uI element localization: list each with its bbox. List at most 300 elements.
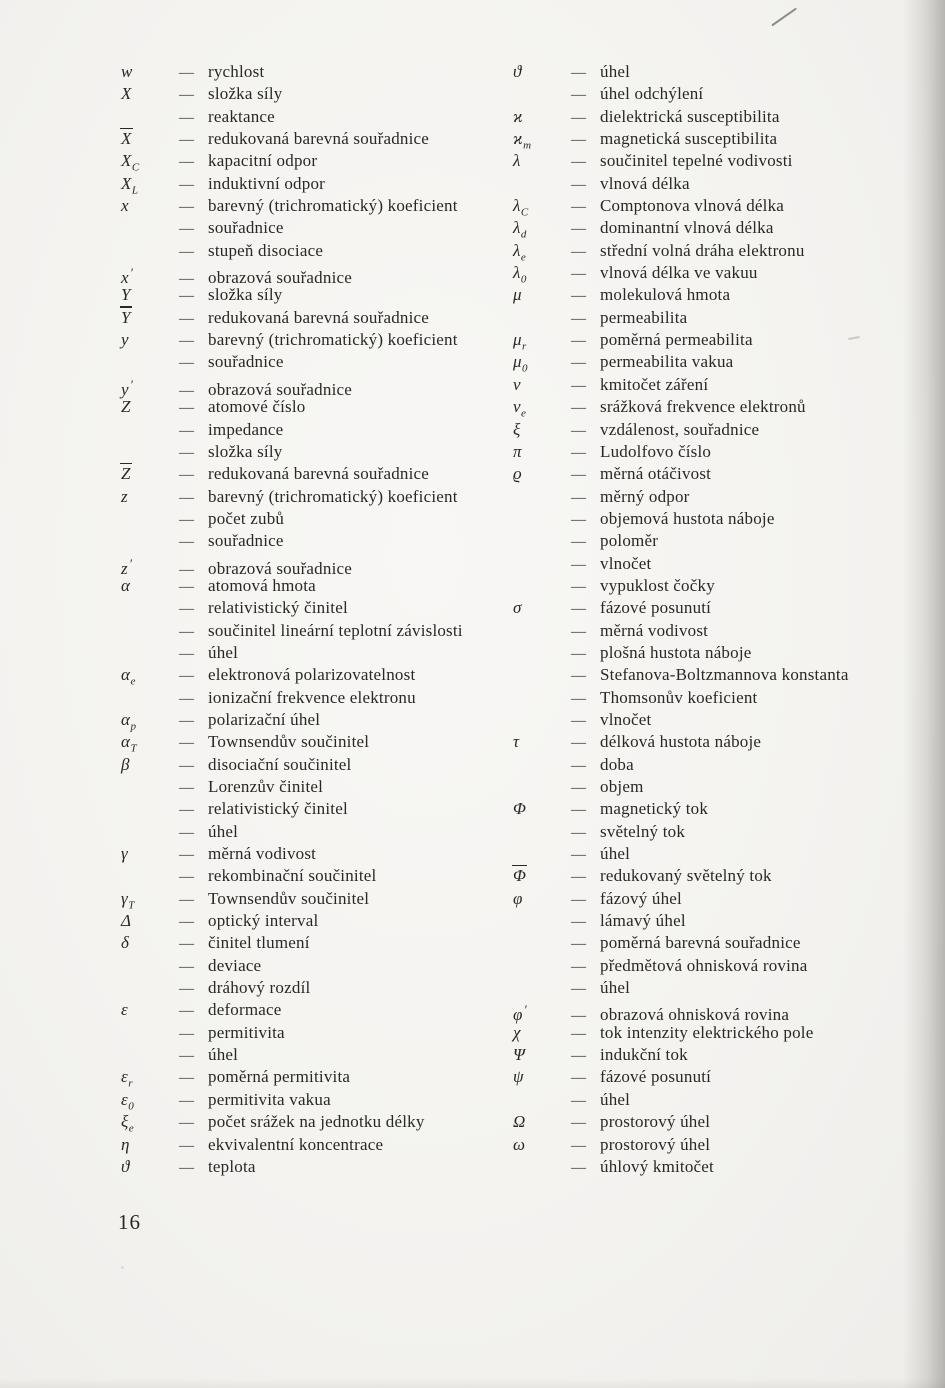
dash-separator: —: [571, 578, 586, 595]
symbol: α: [121, 575, 131, 595]
definition-text: úhel: [208, 642, 239, 662]
dash-separator: —: [571, 511, 586, 528]
dash-separator: —: [571, 266, 586, 283]
glossary-row: [513, 284, 928, 306]
definition-text: objemová hustota náboje: [600, 508, 775, 528]
glossary-row: [121, 776, 506, 798]
dash-separator: —: [179, 467, 194, 484]
glossary-row: [121, 731, 506, 753]
definition-text: poměrná permitivita: [208, 1067, 351, 1087]
definition-text: magnetická susceptibilita: [600, 129, 778, 149]
glossary-row: [121, 351, 506, 373]
dash-separator: —: [571, 869, 586, 886]
dash-separator: —: [571, 936, 586, 953]
definition-text: souřadnice: [208, 218, 284, 238]
symbol: Z: [121, 464, 131, 484]
glossary-row: [513, 843, 928, 865]
definition-text: objem: [600, 777, 644, 796]
glossary-row: [121, 329, 506, 351]
dash-separator: —: [179, 1048, 194, 1065]
symbol: $X_L$: [121, 173, 139, 197]
dash-separator: —: [571, 958, 586, 975]
glossary-row: [121, 1111, 506, 1133]
definition-text: deformace: [208, 1000, 282, 1020]
dash-separator: —: [179, 561, 194, 578]
dash-separator: —: [179, 444, 194, 461]
definition-text: redukovaná barevná souřadnice: [208, 464, 430, 484]
glossary-row: [513, 821, 928, 843]
glossary-row: [513, 575, 928, 597]
dash-separator: —: [179, 847, 194, 864]
glossary-row: [121, 910, 506, 932]
glossary-row: [513, 195, 928, 217]
glossary-row: [121, 597, 506, 619]
glossary-row: [513, 776, 928, 798]
definition-text: rychlost: [208, 62, 265, 81]
definition-text: součinitel lineární teplotní závislosti: [208, 620, 463, 640]
dash-separator: —: [571, 1159, 586, 1176]
dash-separator: —: [571, 400, 586, 417]
definition-text: souřadnice: [208, 531, 284, 551]
definition-text: úhel: [208, 821, 239, 841]
dash-separator: —: [179, 712, 194, 729]
glossary-row: [121, 955, 506, 977]
glossary-row: [513, 731, 928, 753]
symbol: λ: [513, 151, 521, 171]
definition-text: poměrná permeabilita: [600, 330, 753, 350]
dash-separator: —: [179, 288, 194, 305]
scan-speck: [121, 1266, 124, 1269]
glossary-row: [121, 1089, 506, 1111]
definition-text: úhel: [600, 844, 631, 864]
glossary-row: [513, 932, 928, 954]
glossary-row: [121, 843, 506, 865]
glossary-row: [513, 262, 928, 284]
definition-text: počet srážek na jednotku délky: [208, 1112, 425, 1132]
definition-text: redukovaná barevná souřadnice: [208, 307, 430, 327]
dash-separator: —: [179, 645, 194, 662]
glossary-row: [121, 642, 506, 664]
definition-text: činitel tlumení: [208, 933, 310, 953]
definition-text: permitivita: [208, 1022, 285, 1042]
dash-separator: —: [571, 333, 586, 350]
dash-separator: —: [571, 802, 586, 819]
definition-text: obrazová souřadnice: [208, 558, 352, 578]
dash-separator: —: [571, 735, 586, 752]
definition-text: lámavý úhel: [600, 911, 686, 931]
definition-text: vlnová délka ve vakuu: [600, 263, 758, 283]
definition-text: součinitel tepelné vodivosti: [600, 151, 793, 171]
dash-separator: —: [571, 355, 586, 372]
symbol: $\alpha_p$: [121, 709, 136, 733]
definition-text: barevný (trichromatický) koeficient: [208, 486, 458, 506]
pen-slash-mark: [771, 8, 797, 27]
definition-text: vypuklost čočky: [600, 575, 715, 595]
symbol: η: [121, 1134, 130, 1154]
glossary-row: [121, 486, 506, 508]
symbol: Φ: [513, 799, 527, 819]
definition-text: délková hustota náboje: [600, 732, 762, 752]
definition-text: úhel: [600, 62, 631, 81]
dash-separator: —: [179, 489, 194, 506]
dash-separator: —: [571, 65, 586, 81]
definition-text: relativistický činitel: [208, 598, 348, 618]
glossary-row: [513, 351, 928, 373]
glossary-row: [121, 396, 506, 418]
dash-separator: —: [179, 1137, 194, 1154]
dash-separator: —: [179, 668, 194, 685]
definition-text: permeabilita: [600, 307, 688, 327]
definition-text: disociační součinitel: [208, 754, 352, 774]
glossary-row: [121, 575, 506, 597]
symbol: Y: [121, 307, 131, 327]
glossary-row: [121, 798, 506, 820]
glossary-row: [121, 83, 506, 105]
dash-separator: —: [571, 1025, 586, 1042]
glossary-row: [513, 999, 928, 1025]
dash-separator: —: [571, 310, 586, 327]
dash-separator: —: [179, 400, 194, 417]
dash-separator: —: [179, 757, 194, 774]
symbol: w: [121, 62, 133, 81]
dash-separator: —: [571, 132, 586, 149]
dash-separator: —: [179, 690, 194, 707]
symbol: ψ: [513, 1067, 525, 1087]
definition-text: vlnočet: [600, 709, 652, 729]
glossary-row: [513, 106, 928, 128]
glossary-row: [121, 1156, 506, 1178]
definition-text: atomové číslo: [208, 397, 306, 417]
definition-text: souřadnice: [208, 352, 284, 372]
definition-text: úhlový kmitočet: [600, 1156, 714, 1176]
definition-text: induktivní odpor: [208, 173, 326, 193]
dash-separator: —: [571, 847, 586, 864]
glossary-row: [513, 955, 928, 977]
definition-text: redukovaná barevná souřadnice: [208, 129, 430, 149]
glossary-row: [513, 307, 928, 329]
definition-text: složka síly: [208, 285, 283, 305]
glossary-row: [513, 486, 928, 508]
definition-text: fázové posunutí: [600, 1067, 712, 1087]
dash-separator: —: [179, 271, 194, 288]
symbol: y′: [121, 376, 134, 399]
glossary-row: [513, 374, 928, 396]
dash-separator: —: [179, 534, 194, 551]
glossary-row: [513, 1134, 928, 1156]
definition-text: relativistický činitel: [208, 799, 348, 819]
symbol: $\lambda_d$: [513, 218, 527, 241]
symbol: Δ: [121, 911, 132, 931]
symbol: χ: [513, 1022, 521, 1042]
glossary-row: [121, 61, 506, 83]
definition-text: kmitočet záření: [600, 374, 709, 394]
dash-separator: —: [571, 154, 586, 171]
glossary-row: [121, 284, 506, 306]
glossary-row: [121, 754, 506, 776]
dash-separator: —: [571, 467, 586, 484]
dash-separator: —: [571, 377, 586, 394]
glossary-row: [513, 664, 928, 686]
glossary-row: [513, 530, 928, 552]
glossary-row: [513, 1044, 928, 1066]
dash-separator: —: [179, 1092, 194, 1109]
symbol: $\alpha_T$: [121, 732, 137, 755]
symbol: y: [121, 330, 130, 350]
definition-text: doba: [600, 754, 634, 774]
dash-separator: —: [571, 1115, 586, 1132]
symbol: σ: [513, 598, 522, 618]
glossary-row: [121, 419, 506, 441]
dash-separator: —: [179, 511, 194, 528]
glossary-row: [513, 687, 928, 709]
definition-text: redukovaný světelný tok: [600, 866, 772, 886]
glossary-row: [513, 553, 928, 575]
glossary-row: [121, 106, 506, 128]
dash-separator: —: [179, 422, 194, 439]
definition-text: vlnová délka: [600, 173, 690, 193]
dash-separator: —: [571, 780, 586, 796]
definition-text: světelný tok: [600, 821, 686, 841]
glossary-row: [513, 754, 928, 776]
dash-separator: —: [179, 1003, 194, 1020]
symbol: $\nu_e$: [513, 397, 526, 420]
glossary-row: [121, 530, 506, 552]
dash-separator: —: [179, 199, 194, 216]
symbol: ω: [513, 1134, 526, 1154]
glossary-row: [121, 999, 506, 1021]
symbol: Z: [121, 397, 131, 417]
glossary-row: [121, 195, 506, 217]
dash-separator: —: [571, 668, 586, 685]
glossary-row: [121, 977, 506, 999]
definition-text: prostorový úhel: [600, 1134, 711, 1154]
glossary-row: [121, 307, 506, 329]
definition-text: Lorenzův činitel: [208, 777, 324, 796]
symbol: ν: [513, 374, 522, 394]
dash-separator: —: [571, 824, 586, 841]
glossary-row: [513, 419, 928, 441]
glossary-row: [121, 150, 506, 172]
dash-separator: —: [179, 109, 194, 126]
glossary-row: [513, 865, 928, 887]
dash-separator: —: [179, 221, 194, 238]
symbol: τ: [513, 732, 520, 752]
symbol: $\lambda_0$: [513, 263, 527, 286]
symbol: $ϰ_m$: [513, 129, 532, 152]
glossary-row: [513, 396, 928, 418]
dash-separator: —: [179, 578, 194, 595]
glossary-row: [513, 463, 928, 485]
symbol: $\alpha_e$: [121, 665, 136, 688]
glossary-row: [121, 128, 506, 150]
definition-text: elektronová polarizovatelnost: [208, 665, 416, 685]
definition-text: úhel: [600, 1089, 631, 1109]
glossary-row: [121, 932, 506, 954]
glossary-row: [513, 620, 928, 642]
definition-text: prostorový úhel: [600, 1112, 711, 1132]
definition-text: polarizační úhel: [208, 709, 321, 729]
definition-text: impedance: [208, 419, 284, 439]
symbol: ϰ: [513, 106, 524, 126]
definition-text: úhel: [600, 978, 631, 998]
definition-text: obrazová souřadnice: [208, 379, 352, 399]
definition-text: poměrná barevná souřadnice: [600, 933, 801, 953]
symbol: X: [121, 84, 132, 104]
glossary-row: [121, 217, 506, 239]
dash-separator: —: [571, 1048, 586, 1065]
definition-text: atomová hmota: [208, 575, 316, 595]
dash-separator: —: [179, 958, 194, 975]
definition-text: složka síly: [208, 441, 283, 461]
definition-text: poloměr: [600, 531, 659, 551]
definition-text: obrazová ohnisková rovina: [600, 1005, 790, 1025]
symbol: x: [121, 196, 130, 216]
glossary-row: [513, 240, 928, 262]
symbol: Ω: [513, 1112, 526, 1132]
dash-separator: —: [179, 65, 194, 81]
dash-separator: —: [179, 735, 194, 752]
glossary-row: [513, 217, 928, 239]
glossary-row: [513, 1111, 928, 1133]
symbol: ε: [121, 1000, 129, 1020]
definition-text: Thomsonův koeficient: [600, 687, 758, 707]
glossary-row: [121, 687, 506, 709]
definition-text: tok intenzity elektrického pole: [600, 1022, 814, 1042]
glossary-row: [121, 173, 506, 195]
dash-separator: —: [179, 802, 194, 819]
glossary-row: [121, 441, 506, 463]
symbol: μ: [513, 285, 523, 305]
glossary-row: [121, 463, 506, 485]
definition-text: ionizační frekvence elektronu: [208, 687, 416, 707]
dash-separator: —: [571, 444, 586, 461]
symbol: $\varepsilon_r$: [121, 1067, 133, 1090]
symbol: ϱ: [513, 464, 523, 484]
definition-text: měrná vodivost: [208, 844, 317, 864]
glossary-row: [513, 888, 928, 910]
dash-separator: —: [571, 1092, 586, 1109]
definition-text: fázový úhel: [600, 888, 682, 908]
symbol: δ: [121, 933, 130, 953]
dash-separator: —: [571, 1008, 586, 1025]
dash-separator: —: [179, 355, 194, 372]
symbol: $\lambda_C$: [513, 196, 529, 219]
definition-text: vzdálenost, souřadnice: [600, 419, 760, 439]
symbol: ξ: [513, 419, 521, 439]
definition-text: fázové posunutí: [600, 598, 712, 618]
symbol: $\mu_r$: [513, 330, 527, 353]
dash-separator: —: [571, 422, 586, 439]
dash-separator: —: [179, 891, 194, 908]
dash-separator: —: [571, 757, 586, 774]
definition-text: rekombinační součinitel: [208, 866, 377, 886]
symbol-list-right-column: [513, 61, 928, 1178]
dash-separator: —: [179, 981, 194, 998]
dash-separator: —: [179, 382, 194, 399]
definition-text: plošná hustota náboje: [600, 642, 752, 662]
definition-text: barevný (trichromatický) koeficient: [208, 196, 458, 216]
glossary-row: [513, 441, 928, 463]
symbol: Y: [121, 285, 131, 305]
symbol: z: [121, 486, 129, 506]
dash-separator: —: [571, 712, 586, 729]
glossary-row: [513, 150, 928, 172]
dash-separator: —: [571, 176, 586, 193]
definition-text: měrná otáčivost: [600, 464, 712, 484]
symbol: $\xi_e$: [121, 1112, 134, 1135]
symbol: γ: [121, 844, 129, 864]
dash-separator: —: [179, 780, 194, 796]
dash-separator: —: [179, 914, 194, 931]
dash-separator: —: [179, 310, 194, 327]
symbol: $\gamma_T$: [121, 888, 135, 912]
symbol: Ψ: [513, 1045, 526, 1065]
dash-separator: —: [179, 824, 194, 841]
dash-separator: —: [571, 891, 586, 908]
glossary-row: [121, 1134, 506, 1156]
dash-separator: —: [179, 1070, 194, 1087]
glossary-row: [121, 888, 506, 910]
symbol: $\lambda_e$: [513, 240, 526, 264]
definition-text: Townsendův součinitel: [208, 732, 370, 752]
definition-text: deviace: [208, 955, 262, 975]
definition-text: optický interval: [208, 911, 319, 931]
definition-text: kapacitní odpor: [208, 151, 318, 171]
dash-separator: —: [571, 623, 586, 640]
glossary-row: [121, 1066, 506, 1088]
definition-text: permitivita vakua: [208, 1089, 331, 1109]
definition-text: dráhový rozdíl: [208, 978, 311, 998]
definition-text: ekvivalentní koncentrace: [208, 1134, 384, 1154]
dash-separator: —: [571, 288, 586, 305]
definition-text: permeabilita vakua: [600, 352, 734, 372]
glossary-row: [513, 83, 928, 105]
dash-separator: —: [571, 690, 586, 707]
definition-text: dielektrická susceptibilita: [600, 106, 780, 126]
dash-separator: —: [179, 601, 194, 618]
symbol: Φ: [513, 866, 527, 886]
definition-text: složka síly: [208, 84, 283, 104]
dash-separator: —: [179, 87, 194, 104]
symbol: π: [513, 441, 523, 461]
glossary-row: [121, 1044, 506, 1066]
glossary-row: [513, 910, 928, 932]
definition-text: magnetický tok: [600, 799, 709, 819]
definition-text: předmětová ohnisková rovina: [600, 955, 808, 975]
dash-separator: —: [571, 1070, 586, 1087]
glossary-row: [513, 1066, 928, 1088]
dash-separator: —: [571, 645, 586, 662]
glossary-row: [121, 262, 506, 288]
dash-separator: —: [179, 132, 194, 149]
glossary-row: [513, 1022, 928, 1044]
definition-text: úhel odchýlení: [600, 84, 704, 104]
definition-text: indukční tok: [600, 1045, 688, 1065]
symbol: $\varepsilon_0$: [121, 1089, 134, 1113]
symbol: $\mu_0$: [513, 352, 528, 375]
definition-text: dominantní vlnová délka: [600, 218, 774, 238]
dash-separator: —: [179, 1159, 194, 1176]
glossary-row: [513, 1156, 928, 1178]
definition-text: Townsendův součinitel: [208, 888, 370, 908]
definition-text: reaktance: [208, 106, 275, 126]
symbol: β: [121, 754, 130, 774]
glossary-row: [121, 1022, 506, 1044]
glossary-row: [513, 597, 928, 619]
dash-separator: —: [179, 869, 194, 886]
page-number: 16: [118, 1210, 141, 1234]
glossary-row: [513, 977, 928, 999]
